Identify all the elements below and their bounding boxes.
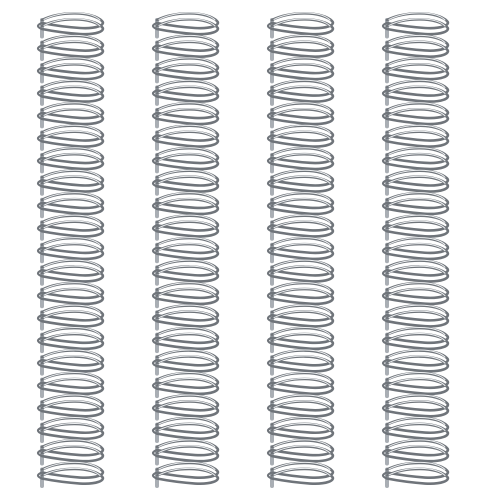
wire-spine	[383, 13, 448, 488]
wire-spine	[38, 13, 103, 488]
wire-spine	[153, 13, 218, 488]
wire-spine	[268, 13, 333, 488]
